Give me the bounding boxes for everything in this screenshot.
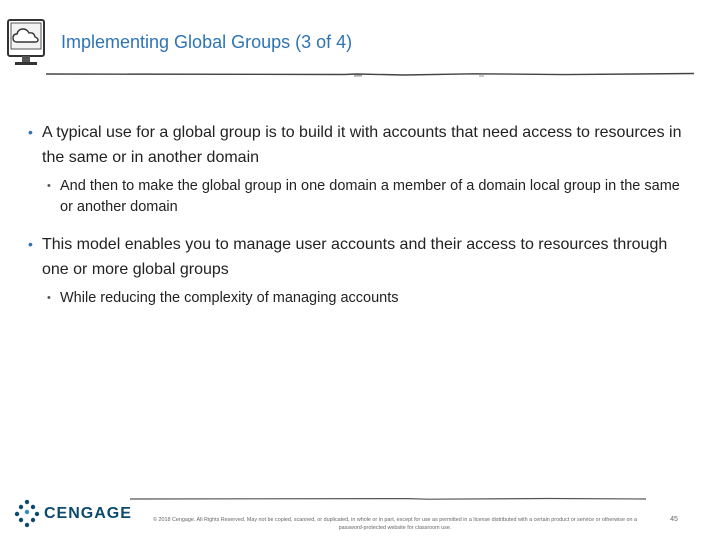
bullet-1 — [26, 120, 696, 170]
bullet-1-sub-1-text: And then to make the global group in one domain a member of a domain local group in the same or another domain — [60, 178, 680, 215]
copyright-notice: © 2018 Cengage. All Rights Reserved. May not be copied, scanned, or duplicated, in whole or in part, except for use as permitted in a license distributed with a certain product or service or otherwise on a password-protected website for classroom use. — [152, 517, 637, 531]
bullet-2-sub-1 — [44, 288, 696, 309]
bullet-1-sub-1 — [44, 176, 696, 218]
page-number: 45 — [670, 516, 678, 523]
cloud-monitor-icon — [6, 18, 48, 70]
brand-name: CENGAGE — [44, 505, 132, 522]
footer-divider — [128, 494, 648, 504]
bullet-1-text: A typical use for a global group is to build it with accounts that need access to resources in the same or in another domain — [42, 124, 682, 166]
bullet-marker: • — [47, 292, 51, 304]
slide-content — [26, 120, 696, 309]
cengage-logo-icon — [12, 497, 42, 531]
title-divider — [44, 67, 696, 81]
bullet-marker: • — [28, 236, 33, 252]
bullet-2-text: This model enables you to manage user accounts and their access to resources through one or more global groups — [42, 236, 668, 278]
page-title: Implementing Global Groups (3 of 4) — [61, 32, 353, 52]
bullet-2-sub-1-text: While reducing the complexity of managing accounts — [60, 290, 399, 306]
bullet-marker: • — [28, 124, 33, 140]
bullet-marker: • — [47, 180, 51, 192]
bullet-2 — [26, 232, 696, 282]
